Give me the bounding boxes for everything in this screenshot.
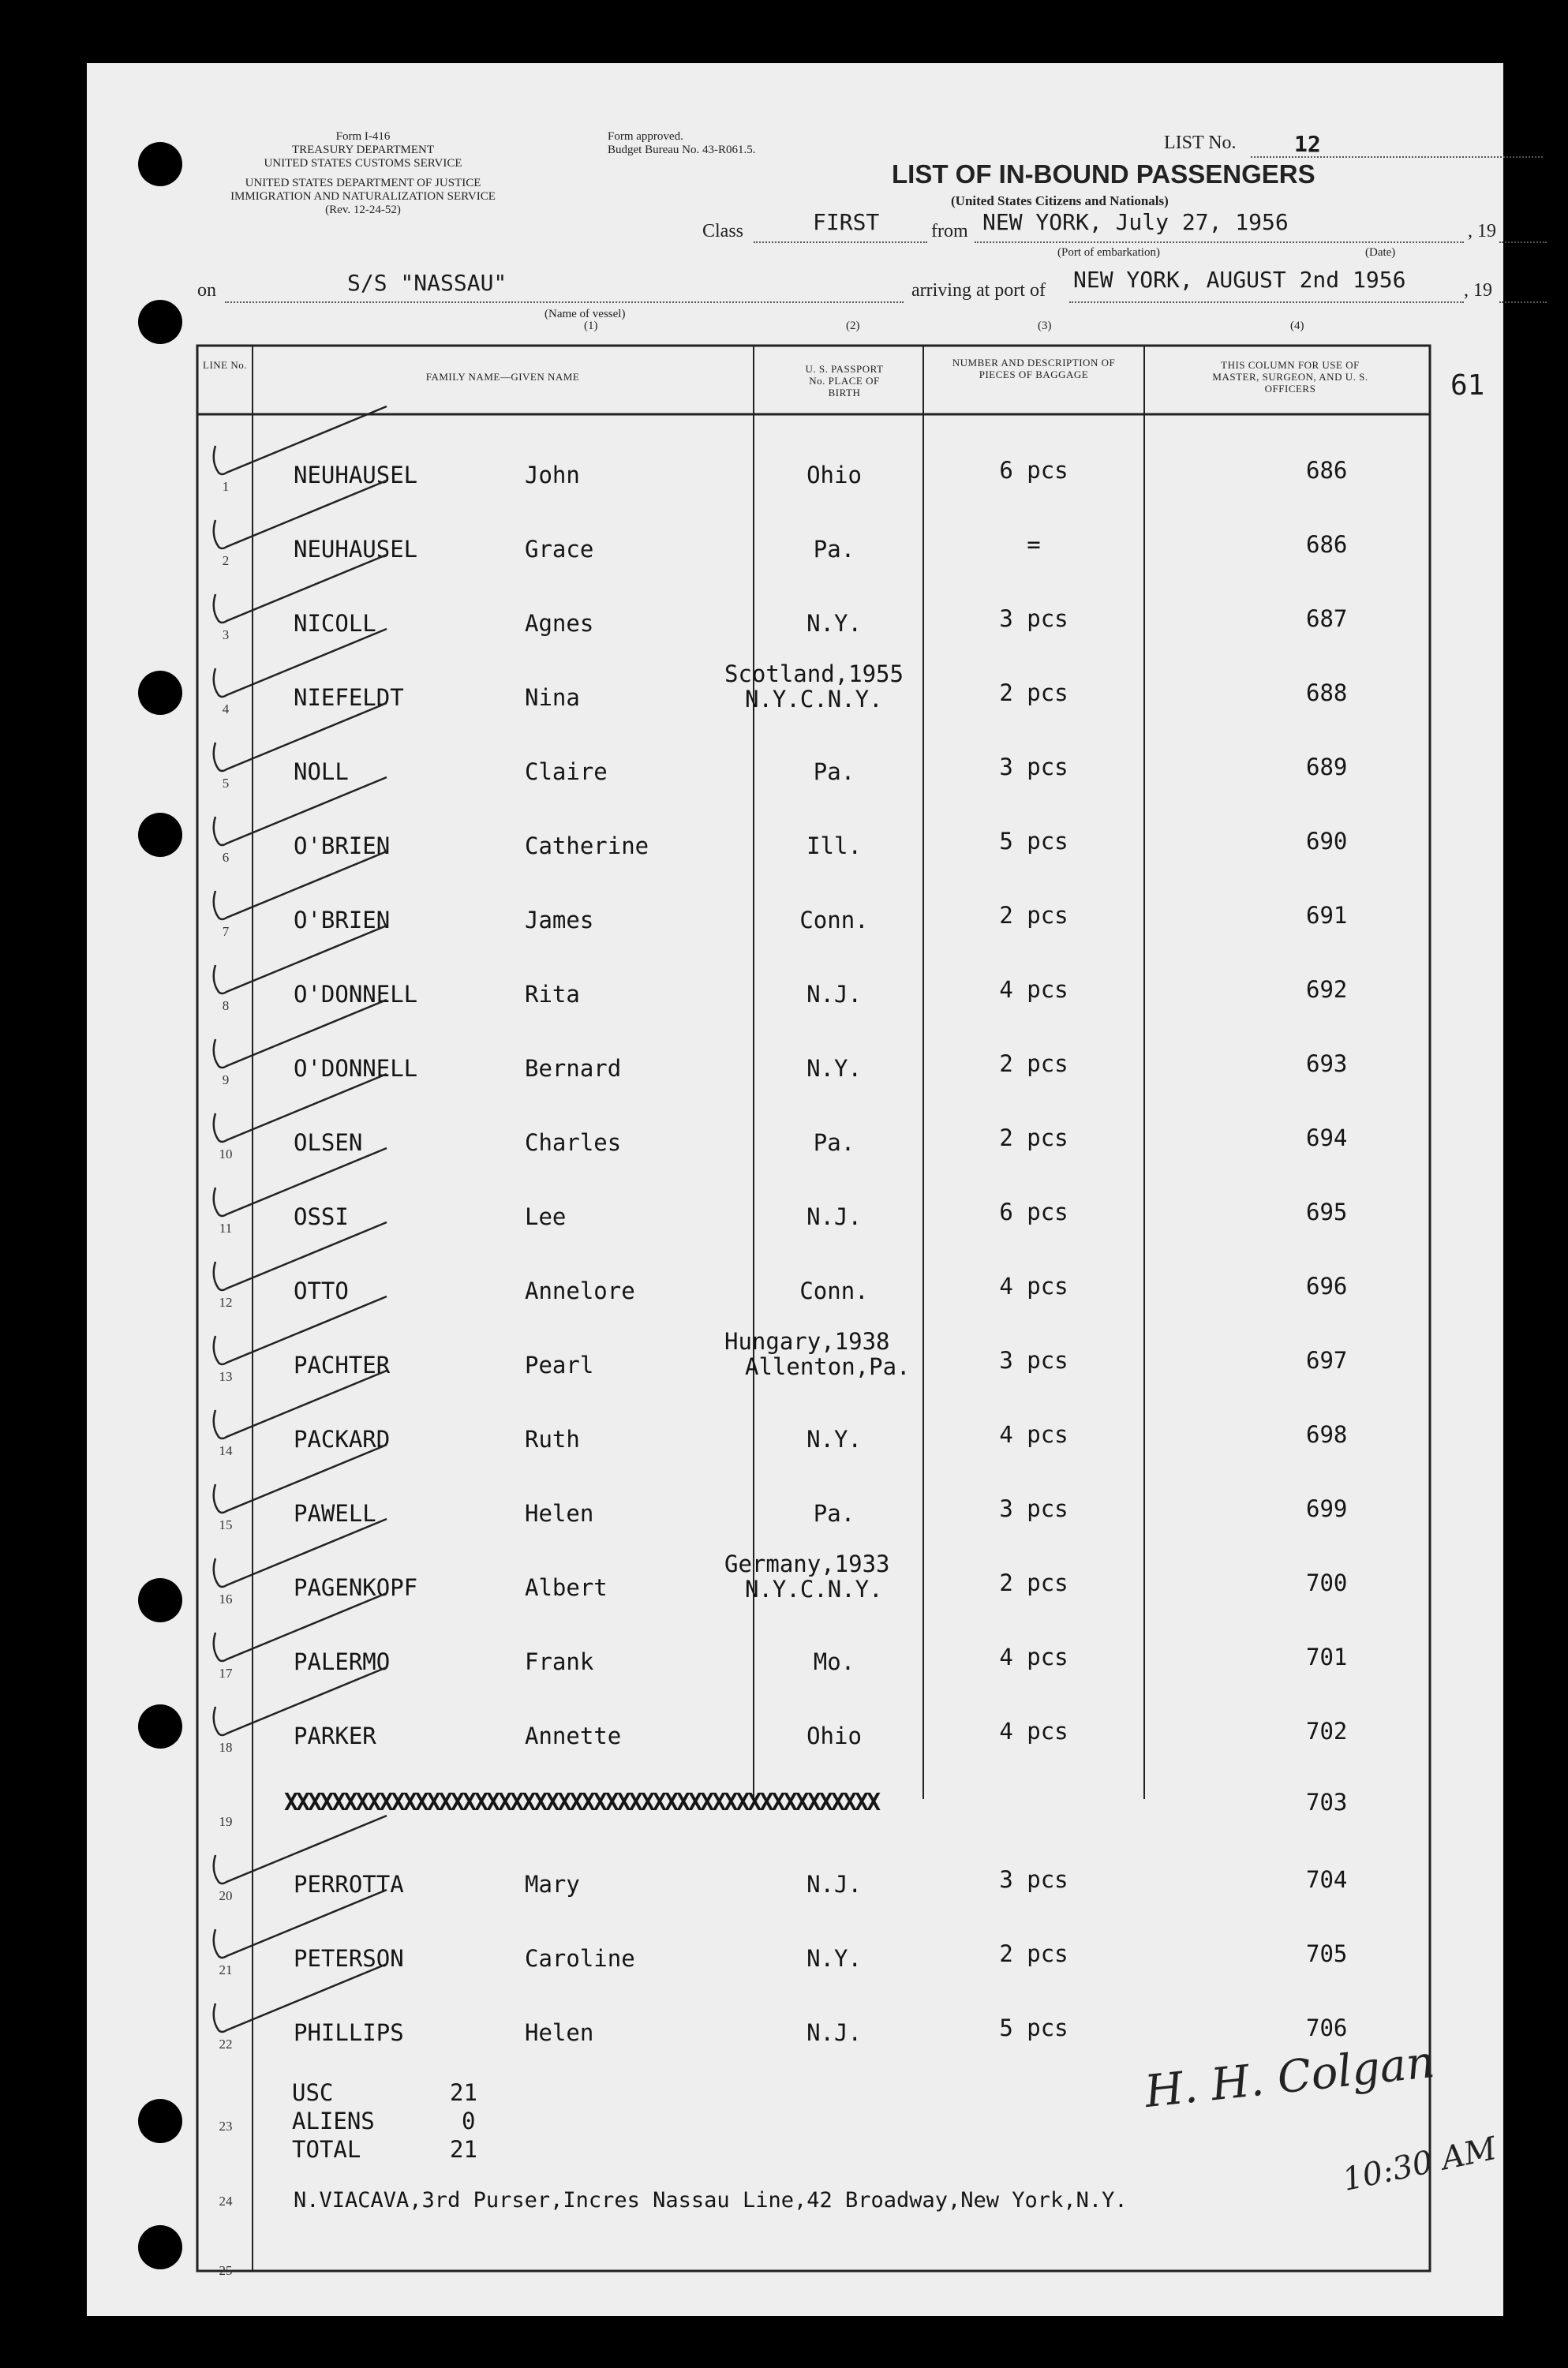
year-underline	[1499, 241, 1547, 243]
list-no-label: LIST No.	[1164, 133, 1237, 153]
dept-treasury: TREASURY DEPARTMENT	[291, 144, 435, 156]
given-name: James	[525, 907, 594, 933]
given-name: Ruth	[525, 1426, 580, 1453]
baggage-count: =	[1027, 531, 1041, 558]
baggage-count: 5 pcs	[999, 2014, 1068, 2041]
line-number: 17	[219, 1666, 233, 1681]
family-name: OTTO	[294, 1278, 349, 1304]
given-name: Albert	[525, 1574, 608, 1601]
given-name: Caroline	[525, 1945, 635, 1972]
officer-number: 689	[1306, 754, 1348, 780]
officer-number: 706	[1306, 2014, 1348, 2041]
budget-bureau-line: Budget Bureau No. 43-R061.5.	[608, 144, 756, 156]
place-of-birth-line2: Allenton,Pa.	[745, 1353, 911, 1380]
place-of-birth: Scotland,1955	[724, 660, 904, 687]
officer-number: 687	[1306, 605, 1348, 632]
date-caption: (Date)	[1365, 246, 1396, 259]
page-title: LIST OF IN-BOUND PASSENGERS	[892, 159, 1315, 189]
place-of-birth: N.Y.	[806, 1945, 862, 1972]
struck-entry: XXXXXXXXXXXXXXXXXXXXXXXXXXXXXXXXXXXXXXXXXXXXXXXXXX	[284, 1789, 879, 1816]
line-number: 8	[222, 998, 230, 1013]
line-number: 9	[222, 1072, 230, 1087]
place-of-birth: N.Y.	[806, 1055, 862, 1082]
totals-total-value: 21	[450, 2136, 477, 2163]
check-mark	[214, 481, 387, 548]
place-of-birth: Pa.	[813, 758, 855, 785]
line-number: 22	[219, 2037, 233, 2052]
totals-aliens-label: ALIENS	[292, 2108, 375, 2134]
customs-service: UNITED STATES CUSTOMS SERVICE	[264, 157, 462, 170]
col-header-officers: THIS COLUMN FOR USE OF MASTER, SURGEON, AND U. S. OFFICERS	[1212, 359, 1368, 395]
check-mark	[214, 1222, 387, 1290]
baggage-count: 2 pcs	[999, 1124, 1068, 1151]
line-number: 15	[219, 1517, 233, 1532]
line-number: 11	[219, 1221, 233, 1236]
given-name: Bernard	[525, 1055, 622, 1082]
arrival-year-underline	[1499, 301, 1547, 303]
arrival-year-suffix: , 19	[1464, 280, 1492, 301]
vessel-name: S/S "NASSAU"	[347, 270, 507, 296]
baggage-count: 3 pcs	[999, 1495, 1068, 1522]
given-name: Annette	[525, 1723, 622, 1749]
family-name: NOLL	[294, 758, 349, 785]
caption-4: (4)	[1290, 320, 1304, 332]
family-name: O'BRIEN	[294, 907, 391, 933]
arriving-label: arriving at port of	[911, 280, 1046, 301]
page-subtitle: (United States Citizens and Nationals)	[951, 193, 1169, 208]
class-label: Class	[702, 221, 744, 241]
given-name: Agnes	[525, 610, 594, 637]
from-label: from	[931, 221, 968, 241]
check-mark	[214, 406, 387, 474]
officer-number: 705	[1306, 1940, 1348, 1967]
ins-service: IMMIGRATION AND NATURALIZATION SERVICE	[230, 190, 496, 203]
line-number: 2	[222, 553, 230, 568]
line-number: 13	[219, 1369, 233, 1384]
place-of-birth: N.J.	[806, 1871, 862, 1898]
place-of-birth: Pa.	[813, 1129, 855, 1156]
family-name: O'DONNELL	[294, 1055, 418, 1082]
given-name: Helen	[525, 1500, 594, 1527]
officer-number: 698	[1306, 1421, 1348, 1448]
officer-number: 696	[1306, 1273, 1348, 1300]
check-mark	[214, 1148, 387, 1216]
line-number-24: 24	[219, 2194, 233, 2209]
place-of-birth: N.Y.	[806, 1426, 862, 1453]
vessel-caption: (Name of vessel)	[544, 308, 626, 320]
baggage-count: 4 pcs	[999, 1644, 1068, 1670]
family-name: PAWELL	[294, 1500, 376, 1527]
family-name: NIEFELDT	[294, 684, 404, 711]
approval-line: Form approved.	[608, 130, 683, 143]
line-number: 16	[219, 1592, 233, 1607]
place-of-birth: Hungary,1938	[724, 1328, 890, 1355]
given-name: Helen	[525, 2019, 594, 2046]
caption-3: (3)	[1038, 320, 1052, 332]
line-number: 3	[222, 627, 230, 642]
check-mark	[214, 555, 387, 623]
check-mark	[214, 1445, 387, 1513]
line-number-25: 25	[219, 2263, 233, 2278]
check-mark	[214, 1296, 387, 1364]
officer-number: 686	[1306, 457, 1348, 484]
line-number: 6	[222, 850, 230, 865]
check-mark	[214, 629, 387, 697]
signature-time: 10:30 AM	[1339, 2130, 1500, 2199]
line-number: 14	[219, 1443, 233, 1458]
line-number: 20	[219, 1888, 233, 1903]
place-of-birth-line2: N.Y.C.N.Y.	[745, 686, 883, 713]
officer-number: 702	[1306, 1718, 1348, 1745]
place-of-birth: N.J.	[806, 2019, 862, 2046]
place-of-birth: N.J.	[806, 1203, 862, 1230]
family-name: OSSI	[294, 1203, 349, 1230]
manifest-page	[87, 63, 1503, 2316]
place-of-birth: Germany,1933	[724, 1551, 890, 1577]
family-name: PACHTER	[294, 1352, 391, 1379]
totals-usc-value: 21	[450, 2079, 477, 2106]
family-name: NICOLL	[294, 610, 376, 637]
officer-number: 700	[1306, 1569, 1348, 1596]
baggage-count: 2 pcs	[999, 902, 1068, 929]
family-name: OLSEN	[294, 1129, 363, 1156]
check-mark	[214, 1593, 387, 1661]
given-name: Annelore	[525, 1278, 635, 1304]
place-of-birth: Ohio	[806, 462, 862, 488]
baggage-count: 6 pcs	[999, 457, 1068, 484]
place-of-birth: Mo.	[813, 1648, 855, 1675]
given-name: John	[525, 462, 580, 488]
family-name: O'BRIEN	[294, 832, 391, 859]
officer-number: 690	[1306, 828, 1348, 855]
officer-number: 688	[1306, 679, 1348, 706]
baggage-count: 4 pcs	[999, 1273, 1068, 1300]
given-name: Nina	[525, 684, 580, 711]
officer-number: 701	[1306, 1644, 1348, 1670]
family-name: PALERMO	[294, 1648, 391, 1675]
col-header-passport: U. S. PASSPORT No. PLACE OF BIRTH	[805, 363, 884, 398]
line-number: 4	[222, 701, 230, 716]
baggage-count: 6 pcs	[999, 1199, 1068, 1225]
line-number: 1	[222, 479, 230, 494]
family-name: PETERSON	[294, 1945, 404, 1972]
embarkation-value: NEW YORK, July 27, 1956	[982, 209, 1289, 235]
given-name: Charles	[525, 1129, 622, 1156]
family-name: NEUHAUSEL	[294, 462, 418, 488]
family-name: PHILLIPS	[294, 2019, 404, 2046]
baggage-count: 4 pcs	[999, 976, 1068, 1003]
family-name: PACKARD	[294, 1426, 391, 1453]
baggage-count: 4 pcs	[999, 1421, 1068, 1448]
baggage-count: 3 pcs	[999, 605, 1068, 632]
given-name: Mary	[525, 1871, 580, 1898]
place-of-birth: Pa.	[813, 536, 855, 563]
baggage-count: 3 pcs	[999, 1866, 1068, 1893]
check-mark	[214, 1964, 387, 2032]
officer-number: 692	[1306, 976, 1348, 1003]
officer-number: 703	[1306, 1789, 1348, 1816]
check-mark	[214, 1890, 387, 1958]
place-of-birth: Ill.	[806, 832, 862, 859]
family-name: O'DONNELL	[294, 981, 418, 1008]
col-header-name: FAMILY NAME—GIVEN NAME	[425, 371, 580, 383]
line-number: 19	[219, 1814, 233, 1829]
check-mark	[214, 1074, 387, 1142]
family-name: PARKER	[294, 1723, 376, 1749]
signature-text: H. H. Colgan	[1142, 2036, 1438, 2119]
revision: (Rev. 12-24-52)	[325, 204, 401, 216]
baggage-count: 5 pcs	[999, 828, 1068, 855]
officer-number: 693	[1306, 1050, 1348, 1077]
officer-number: 695	[1306, 1199, 1348, 1225]
totals-usc-label: USC	[292, 2079, 334, 2106]
place-of-birth: N.Y.	[806, 610, 862, 637]
place-of-birth: N.J.	[806, 981, 862, 1008]
baggage-count: 3 pcs	[999, 1347, 1068, 1374]
baggage-count: 2 pcs	[999, 1940, 1068, 1967]
family-name: NEUHAUSEL	[294, 536, 418, 563]
col-header-baggage: NUMBER AND DESCRIPTION OF PIECES OF BAGGAGE	[952, 357, 1116, 380]
family-name: PERROTTA	[294, 1871, 404, 1898]
given-name: Grace	[525, 536, 594, 563]
totals-total-label: TOTAL	[292, 2136, 361, 2163]
line-number: 21	[219, 1962, 233, 1977]
baggage-count: 2 pcs	[999, 679, 1068, 706]
line-number-23: 23	[219, 2119, 233, 2134]
baggage-count: 4 pcs	[999, 1718, 1068, 1745]
given-name: Catherine	[525, 832, 649, 859]
baggage-count: 3 pcs	[999, 754, 1068, 780]
place-of-birth: Ohio	[806, 1723, 862, 1749]
arrival-value: NEW YORK, AUGUST 2nd 1956	[1073, 267, 1406, 293]
line-number: 12	[219, 1295, 233, 1310]
given-name: Claire	[525, 758, 608, 785]
dept-justice: UNITED STATES DEPARTMENT OF JUSTICE	[245, 177, 481, 189]
line-number: 7	[222, 924, 230, 939]
line-number: 5	[222, 776, 230, 791]
check-mark	[214, 926, 387, 993]
form-number: Form I-416	[335, 130, 391, 143]
check-mark	[214, 1667, 387, 1735]
given-name: Pearl	[525, 1352, 594, 1379]
caption-2: (2)	[846, 320, 860, 332]
place-of-birth-line2: N.Y.C.N.Y.	[745, 1576, 883, 1603]
check-mark	[214, 1519, 387, 1587]
purser-line: N.VIACAVA,3rd Purser,Incres Nassau Line,42 Broadway,New York,N.Y.	[294, 2188, 1128, 2213]
place-of-birth: Conn.	[799, 1278, 869, 1304]
officer-number: 699	[1306, 1495, 1348, 1522]
list-no-value: 12	[1294, 131, 1321, 157]
officer-number: 686	[1306, 531, 1348, 558]
given-name: Frank	[525, 1648, 594, 1675]
totals-aliens-value: 0	[462, 2108, 476, 2134]
officer-number: 697	[1306, 1347, 1348, 1374]
given-name: Lee	[525, 1203, 567, 1230]
family-name: PAGENKOPF	[294, 1574, 418, 1601]
check-mark	[214, 703, 387, 771]
check-marks	[87, 63, 1503, 2316]
check-mark	[214, 1816, 387, 1884]
officer-number: 691	[1306, 902, 1348, 929]
officer-number: 694	[1306, 1124, 1348, 1151]
officer-number: 704	[1306, 1866, 1348, 1893]
col-header-line: LINE No.	[203, 359, 247, 371]
baggage-count: 2 pcs	[999, 1050, 1068, 1077]
caption-1: (1)	[584, 320, 598, 332]
given-name: Rita	[525, 981, 580, 1008]
class-value: FIRST	[813, 209, 880, 235]
check-mark	[214, 777, 387, 845]
line-number: 10	[219, 1147, 233, 1162]
baggage-count: 2 pcs	[999, 1569, 1068, 1596]
page-number: 61	[1450, 369, 1485, 402]
port-caption: (Port of embarkation)	[1057, 246, 1160, 259]
year-suffix: , 19	[1468, 221, 1496, 241]
check-mark	[214, 1000, 387, 1068]
check-mark	[214, 851, 387, 919]
place-of-birth: Conn.	[799, 907, 869, 933]
place-of-birth: Pa.	[813, 1500, 855, 1527]
check-mark	[214, 1371, 387, 1438]
line-number: 18	[219, 1740, 233, 1755]
on-label: on	[197, 280, 216, 301]
